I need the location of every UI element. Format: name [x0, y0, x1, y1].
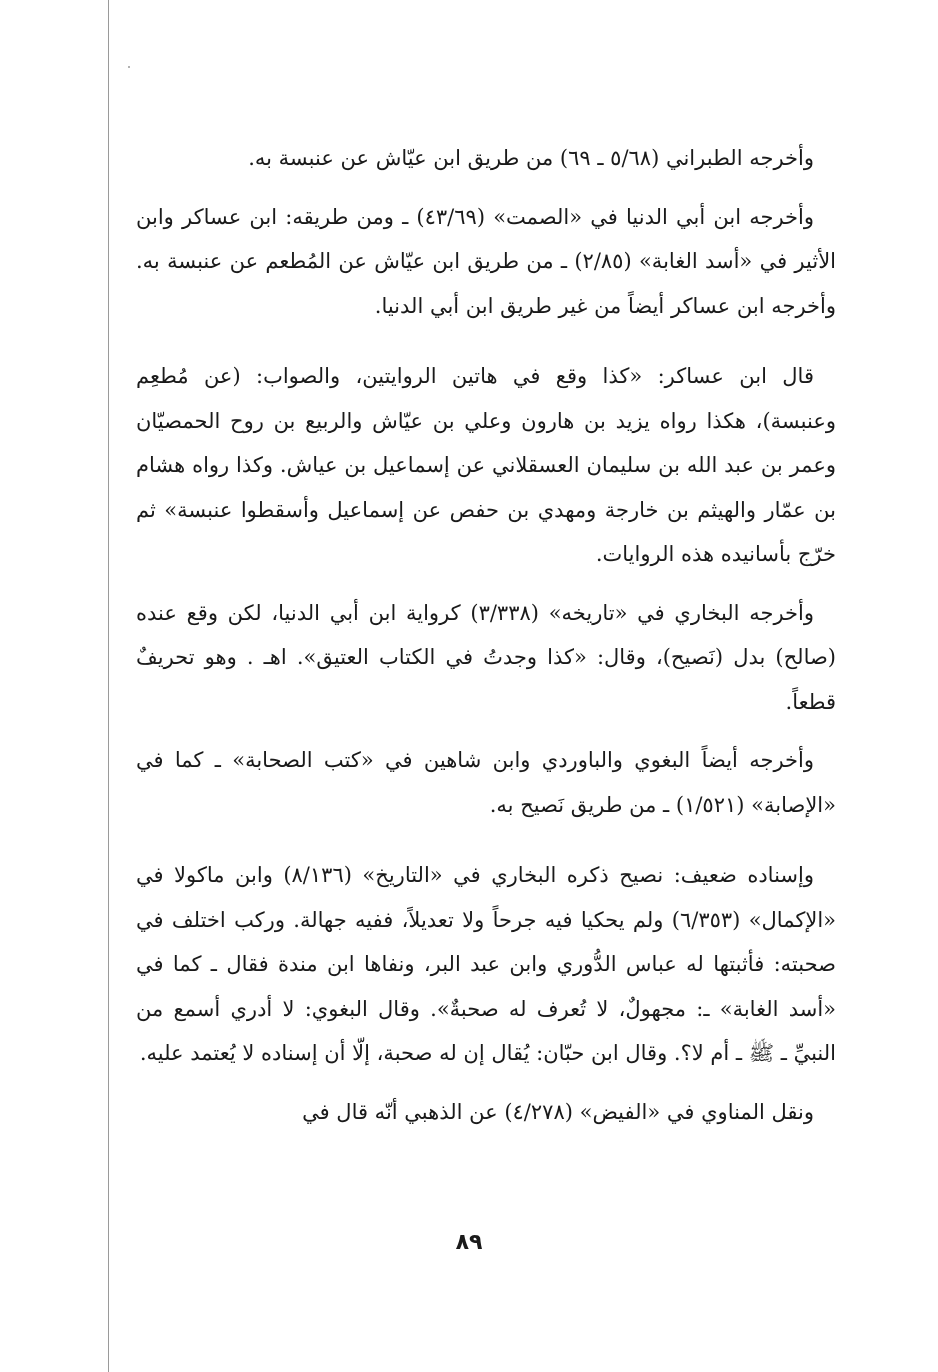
page-body	[136, 136, 836, 1148]
paragraph-baghawi: وأخرجه أيضاً البغوي والباوردي وابن شاهين في «كتب الصحابة» ـ كما في «الإصابة» (١/٥٢١) ـ من طريق نَصيح به.	[136, 748, 836, 817]
paragraph-munawi: ونقل المناوي في «الفيض» (٤/٢٧٨) عن الذهبي أنّه قال في	[302, 1099, 814, 1124]
paragraph-ibn-abi-dunya: وأخرجه ابن أبي الدنيا في «الصمت» (٤٣/٦٩) ـ ومن طريقه: ابن عساكر وابن الأثير في «أسد الغابة» (٢/٨٥) ـ من طريق ابن عيّاش عن المُطعم عن عنبسة به. وأخرجه ابن عساكر أيضاً من غير طريق ابن أبي الدنيا.	[136, 204, 837, 318]
paragraph-tabarani: وأخرجه الطبراني (٥/٦٨ ـ ٦٩) من طريق ابن عيّاش عن عنبسة به.	[248, 146, 814, 170]
page-number: ٨٩	[455, 1230, 483, 1255]
paragraph-ibn-asakir-quote: قال ابن عساكر: «كذا وقع في هاتين الروايتين، والصواب: (عن مُطعِم وعنبسة)، هكذا رواه يزيد بن هارون وعلي بن عيّاش والربيع بن روح الحمصيّان وعمر بن عبد الله بن سليمان العسقلاني عن إسماعيل بن عياش. وكذا رواه هشام بن عمّار والهيثم بن خارجة ومهدي بن حفص عن إسماعيل وأسقطوا عنبسة» ثم خرّج بأسانيده هذه الروايات.	[136, 364, 836, 566]
paragraph-bukhari-tarikh: وأخرجه البخاري في «تاريخه» (٣/٣٣٨) كرواية ابن أبي الدنيا، لكن وقع عنده (صالح) بدل (نَصيح)، وقال: «كذا وجدتُ في الكتاب العتيق». اهـ . وهو تحريفٌ قطعاً.	[136, 600, 836, 714]
page-binding-edge	[108, 0, 109, 1372]
paragraph-isnad-weak: وإسناده ضعيف: نصيح ذكره البخاري في «التاريخ» (٨/١٣٦) وابن ماكولا في «الإكمال» (٦/٣٥٣) ولم يحكيا فيه جرحاً ولا تعديلاً، ففيه جهالة. وركب اختلف في صحبته: فأثبتها له عباس الدُّوري وابن عبد البر، ونفاها ابن مندة فقال ـ كما في «أسد الغابة» ـ: مجهولٌ، لا تُعرف له صحبةٌ». وقال البغوي: لا أدري أسمع من النبيِّ ـ ﷺ ـ أم لا؟. وقال ابن حبّان: يُقال إن له صحبة، إلّا أن إسناده لا يُعتمد عليه.	[136, 863, 837, 1065]
scan-speck	[128, 66, 130, 68]
